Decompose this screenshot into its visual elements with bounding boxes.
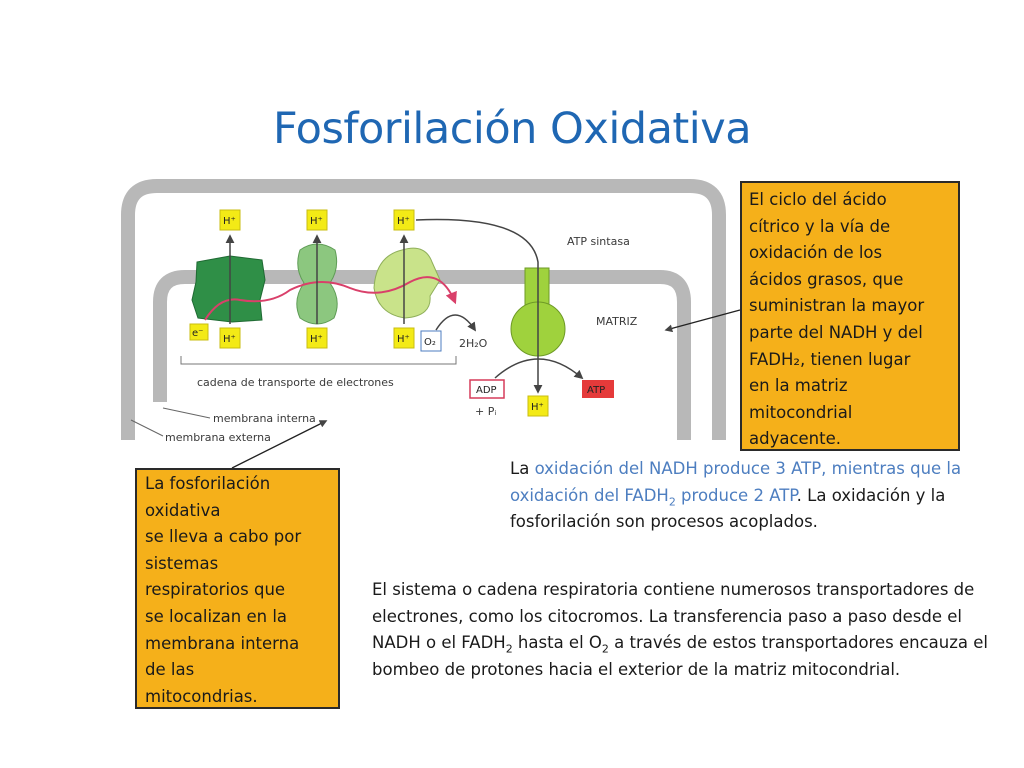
svg-text:H⁺: H⁺ [531, 402, 544, 413]
oxygen-label [421, 331, 441, 351]
etc-label: cadena de transporte de electrones [197, 376, 394, 389]
h-plus-bottom-1 [220, 328, 240, 348]
svg-text:H⁺: H⁺ [223, 334, 236, 345]
etc-bracket [181, 356, 456, 364]
para1-lead: La [510, 459, 535, 478]
para2-sub1: 2 [505, 642, 513, 656]
page-title: Fosforilación Oxidativa [272, 104, 752, 154]
para2-part1: El sistema o cadena respiratoria contiene numerosos transportadores de electrones, como los citocromos. La transferencia paso a paso desde el NADH o el FADH [372, 580, 975, 653]
h-plus-bottom-2 [307, 328, 327, 348]
atp-label [582, 380, 614, 398]
para2-sub2: 2 [601, 642, 609, 656]
para1-highlight-a: oxidación del NADH produce 3 ATP, mientras que la oxidación del FADH [510, 459, 962, 505]
matrix-label: MATRIZ [596, 315, 638, 328]
atp-synthase-label: ATP sintasa [567, 235, 630, 248]
adp-label [470, 380, 504, 398]
water-label: 2H₂O [459, 337, 488, 350]
svg-text:e⁻: e⁻ [192, 328, 204, 339]
atp-synthase-stalk [525, 268, 549, 306]
h-plus-top-3 [394, 210, 414, 230]
para1-sub: 2 [668, 494, 676, 508]
note-respiratory-systems: La fosforilación oxidativa se lleva a cabo por sistemas respiratorios que se localizan en la membrana interna de las mitocondrias. [135, 468, 340, 709]
svg-text:H⁺: H⁺ [310, 334, 323, 345]
svg-text:H⁺: H⁺ [397, 216, 410, 227]
svg-text:ADP: ADP [476, 385, 497, 396]
complex-i [192, 256, 265, 322]
note-citric-acid-cycle: El ciclo del ácido cítrico y la vía de oxidación de los ácidos grasos, que suministran la mayor parte del NADH y del FADH₂, tienen lugar en la matriz mitocondrial adyacente. [740, 181, 960, 451]
h-plus-bottom-3 [394, 328, 414, 348]
para1-tail: . La oxidación y la fosforilación son procesos acoplados. [510, 485, 946, 532]
h-plus-top-1 [220, 210, 240, 230]
svg-text:ATP: ATP [587, 385, 606, 396]
svg-text:O₂: O₂ [424, 337, 436, 348]
h-plus-atp-synthase [528, 396, 548, 416]
para2-part3: a través de estos transportadores encauza el bombeo de protones hacia el exterior de la matriz mitocondrial. [372, 633, 988, 679]
paragraph-atp-yield [510, 456, 980, 536]
paragraph-respiratory-chain [372, 577, 1002, 683]
outer-membrane-label: membrana externa [165, 431, 271, 444]
phosphate-label: + Pᵢ [475, 405, 497, 418]
inner-membrane-pointer [163, 408, 210, 418]
oxygen-arrow [436, 315, 475, 330]
svg-text:H⁺: H⁺ [310, 216, 323, 227]
electron-label [190, 324, 208, 340]
h-plus-top-2 [307, 210, 327, 230]
inner-membrane-label: membrana interna [213, 412, 316, 425]
para1-highlight-b: produce 2 ATP [675, 485, 797, 505]
callout-arrow-membrane [232, 421, 326, 468]
para2-part2: hasta el O [512, 633, 602, 653]
svg-text:H⁺: H⁺ [397, 334, 410, 345]
svg-text:H⁺: H⁺ [223, 216, 236, 227]
proton-return-arrow [416, 220, 538, 392]
outer-membrane-pointer [131, 420, 163, 436]
